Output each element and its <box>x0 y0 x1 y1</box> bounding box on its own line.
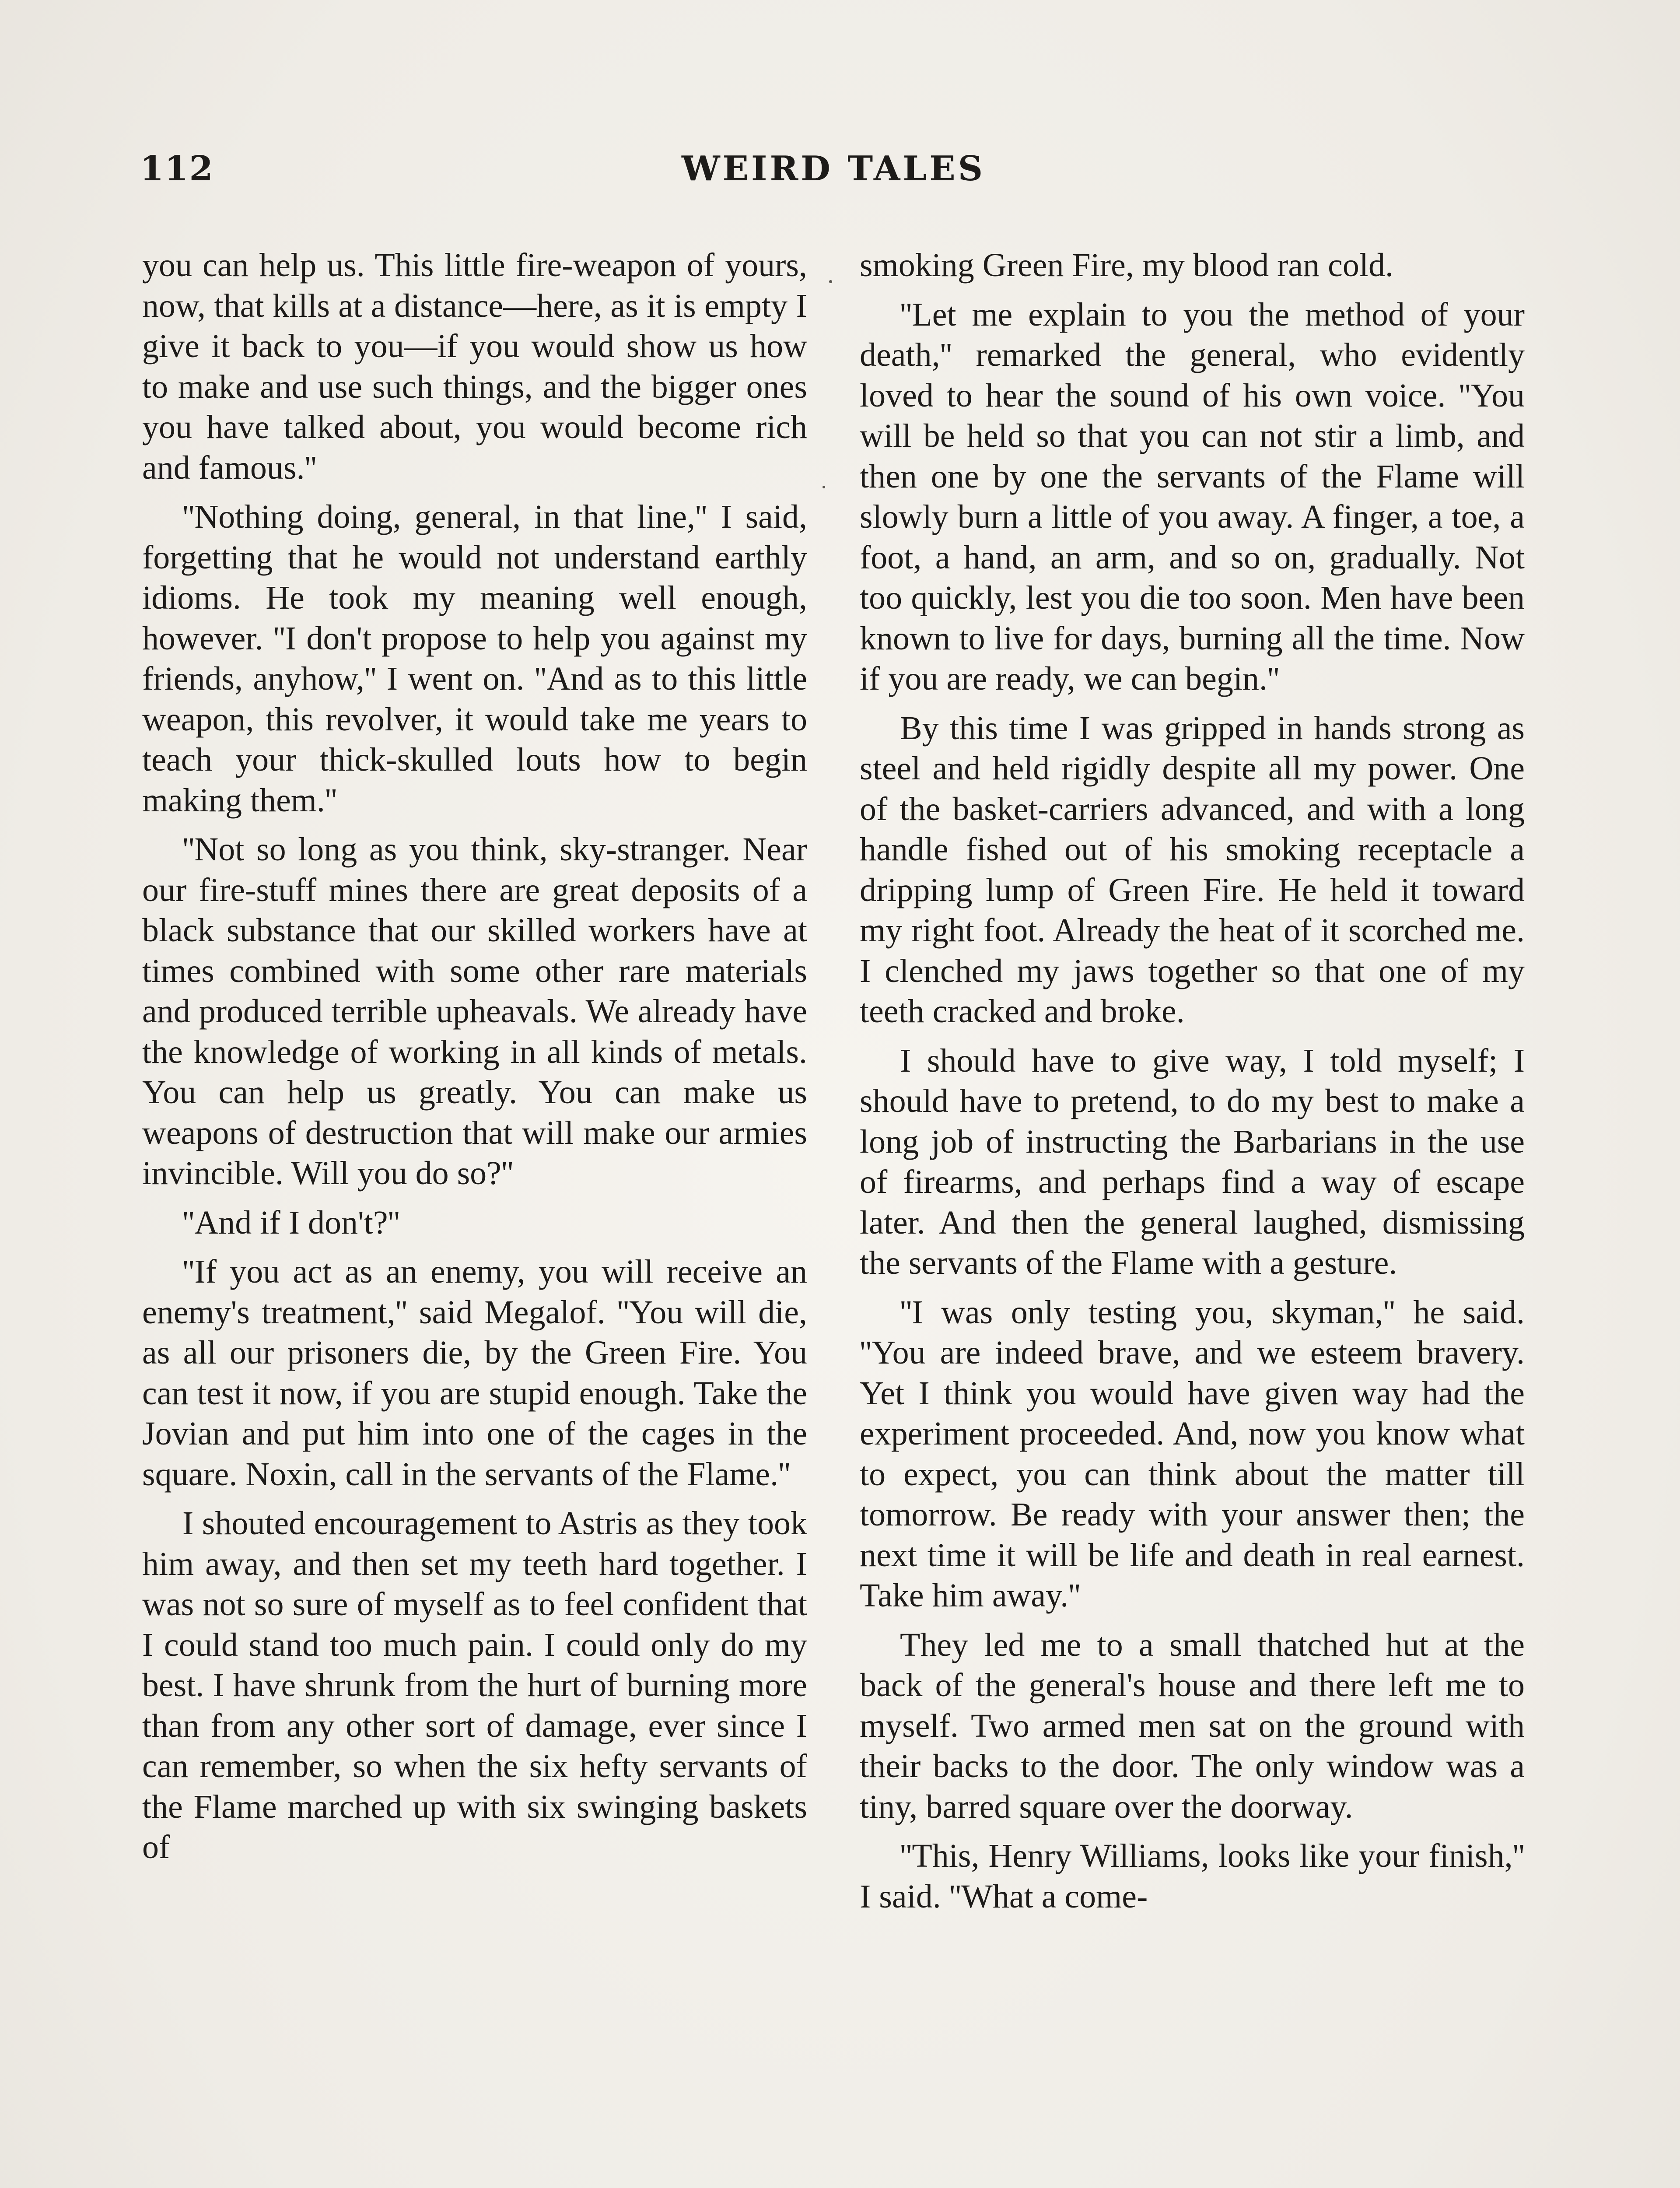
paragraph: smoking Green Fire, my blood ran cold. <box>860 247 1394 284</box>
paragraph: ''Nothing doing, general, in that line,'' I said, forgetting that he would not understand earthly idioms. He took my meaning well enough, however. ''I don't propose to help you against my friends, anyhow,'' I went on. ''And as to this little weapon, this revolver, it would take me years to teach your thick-skulled louts how to begin making them.'' <box>142 498 807 819</box>
paragraph: ''And if I don't?'' <box>182 1204 400 1241</box>
paragraph: ''I was only testing you, skyman,'' he said. ''You are indeed brave, and we esteem bravery. Yet I think you would have given way had the experiment proceeded. And, now you know what to expect, you can think about the matter till tomorrow. Be ready with your answer then; the next time it will be life and death in real earnest. Take him away.'' <box>860 1294 1525 1614</box>
right-column <box>860 245 1525 1925</box>
page-header <box>140 149 1527 197</box>
paragraph: They led me to a small thatched hut at the back of the general's house and there left me to myself. Two armed men sat on the ground with their backs to the door. The only window was a tiny, barred square over the doorway. <box>860 1626 1525 1825</box>
paragraph: I should have to give way, I told myself; I should have to pretend, to do my best to make a long job of instructing the Barbarians in the use of firearms, and perhaps find a way of escape later. And then the general laughed, dismissing the servants of the Flame with a gesture. <box>860 1042 1525 1281</box>
print-speck <box>822 486 825 488</box>
paragraph: ''Let me explain to you the method of your death,'' remarked the general, who evidently loved to hear the sound of his own voice. ''You will be held so that you can not stir a limb, and then one by one the servants of the Flame will slowly burn a little of you away. A finger, a toe, a foot, a hand, an arm, and so on, gradually. Not too quickly, lest you die too soon. Men have been known to live for days, burning all the time. Now if you are ready, we can begin.'' <box>860 296 1525 697</box>
paragraph: ''This, Henry Williams, looks like your finish,'' I said. ''What a come- <box>860 1837 1525 1915</box>
paragraph: ''If you act as an enemy, you will receive an enemy's treatment,'' said Megalof. ''You will die, as all our prisoners die, by the Green Fire. You can test it now, if you are stupid enough. Take the Jovian and put him into one of the cages in the square. Noxin, call in the servants of the Flame.'' <box>142 1253 807 1493</box>
running-title: WEIRD TALES <box>681 149 986 189</box>
print-speck <box>829 280 832 283</box>
paragraph: you can help us. This little fire-weapon of yours, now, that kills at a distance—here, as it is empty I give it back to you—if you would show us how to make and use such things, and the bigger ones you have talked about, you would become rich and famous.'' <box>142 247 807 486</box>
left-column <box>142 245 807 1876</box>
paragraph: I shouted encouragement to Astris as they took him away, and then set my teeth hard together. I was not so sure of myself as to feel confident that I could stand too much pain. I could only do my best. I have shrunk from the hurt of burning more than from any other sort of damage, ever since I can remember, so when the six hefty servants of the Flame marched up with six swinging baskets of <box>142 1505 807 1865</box>
page-number: 112 <box>140 149 214 189</box>
paragraph: ''Not so long as you think, sky-stranger. Near our fire-stuff mines there are great deposits of a black substance that our skilled workers have at times combined with some other rare materials and produced terrible upheavals. We already have the knowledge of working in all kinds of metals. You can help us greatly. You can make us weapons of destruction that will make our armies invincible. Will you do so?'' <box>142 831 807 1192</box>
paragraph: By this time I was gripped in hands strong as steel and held rigidly despite all my power. One of the basket-carriers advanced, and with a long handle fished out of his smoking receptacle a dripping lump of Green Fire. He held it toward my right foot. Already the heat of it scorched me. I clenched my jaws together so that one of my teeth cracked and broke. <box>860 709 1525 1030</box>
